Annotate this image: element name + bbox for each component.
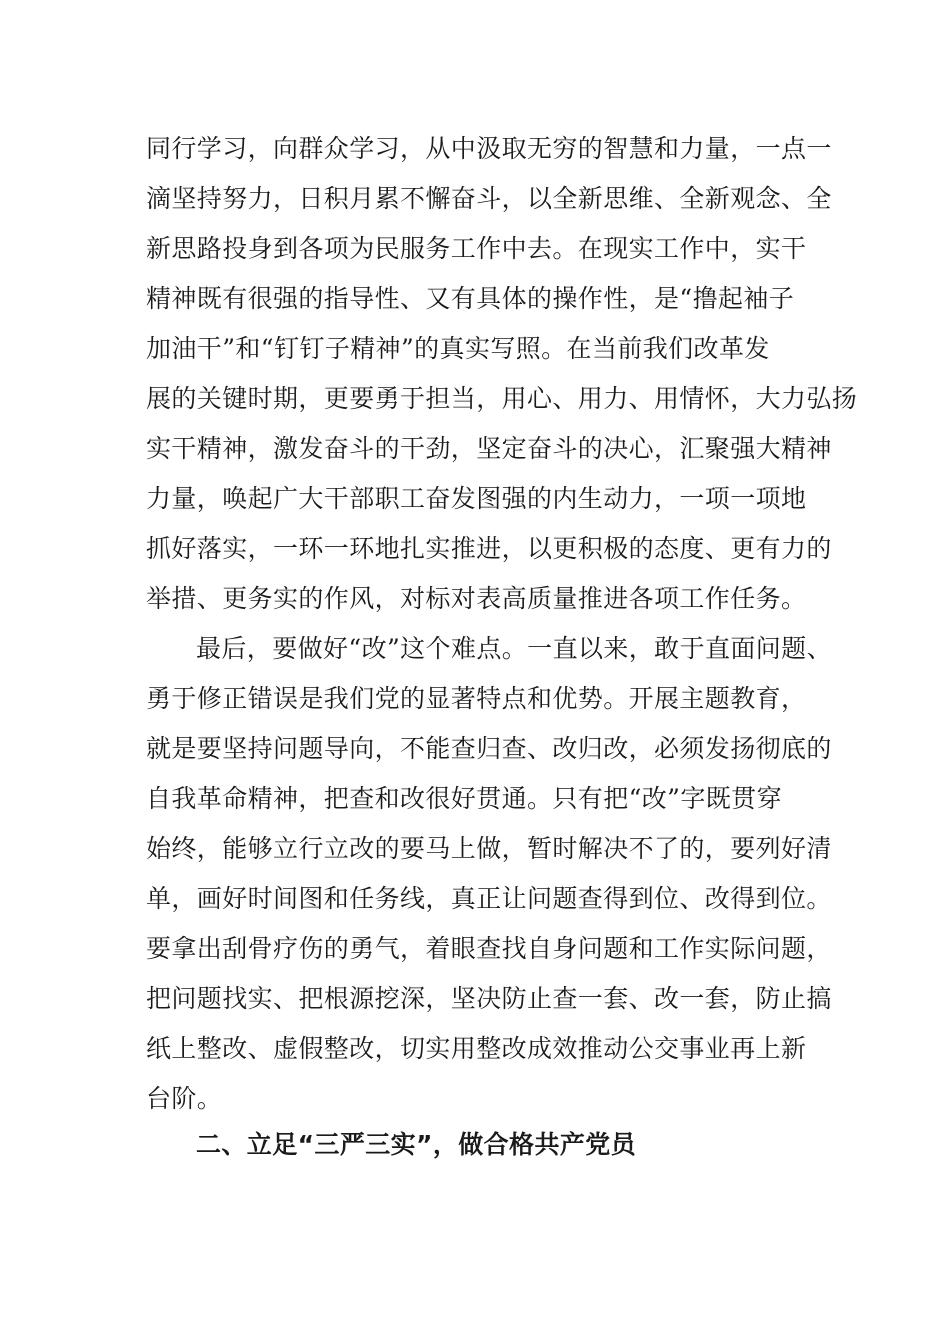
paragraph-line-11: 最后，要做好“改”这个难点。一直以来，敢于直面问题、 [196, 634, 832, 663]
paragraph-line-1: 同行学习，向群众学习，从中汲取无穷的智慧和力量，一点一 [146, 134, 832, 163]
paragraph-line-10: 举措、更务实的作风，对标对表高质量推进各项工作任务。 [146, 584, 807, 613]
paragraph-line-15: 始终，能够立行立改的要马上做，暂时解决不了的，要列好清 [146, 834, 832, 863]
paragraph-line-7: 实干精神，激发奋斗的干劲，坚定奋斗的决心，汇聚强大精神 [146, 434, 832, 463]
paragraph-line-20: 台阶。 [146, 1084, 223, 1113]
paragraph-line-13: 就是要坚持问题导向，不能查归查、改归改，必须发扬彻底的 [146, 734, 832, 763]
paragraph-line-14: 自我革命精神，把查和改很好贯通。只有把“改”字既贯穿 [146, 784, 782, 813]
section-heading: 二、立足“三严三实”，做合格共产党员 [196, 1130, 637, 1159]
paragraph-line-12: 勇于修正错误是我们党的显著特点和优势。开展主题教育， [146, 684, 807, 713]
paragraph-line-16: 单，画好时间图和任务线，真正让问题查得到位、改得到位。 [146, 884, 832, 913]
paragraph-line-2: 滴坚持努力，日积月累不懈奋斗，以全新思维、全新观念、全 [146, 184, 832, 213]
paragraph-line-3: 新思路投身到各项为民服务工作中去。在现实工作中，实干 [146, 234, 807, 263]
paragraph-line-6: 展的关键时期，更要勇于担当，用心、用力、用情怀，大力弘扬 [146, 384, 858, 413]
paragraph-line-9: 抓好落实，一环一环地扎实推进，以更积极的态度、更有力的 [146, 534, 832, 563]
paragraph-line-19: 纸上整改、虚假整改，切实用整改成效推动公交事业再上新 [146, 1034, 807, 1063]
paragraph-line-8: 力量，唤起广大干部职工奋发图强的内生动力，一项一项地 [146, 484, 807, 513]
paragraph-line-17: 要拿出刮骨疗伤的勇气，着眼查找自身问题和工作实际问题， [146, 934, 832, 963]
paragraph-line-4: 精神既有很强的指导性、又有具体的操作性，是“撸起袖子 [146, 284, 795, 313]
paragraph-line-5: 加油干”和“钉钉子精神”的真实写照。在当前我们改革发 [146, 334, 770, 363]
paragraph-line-18: 把问题找实、把根源挖深，坚决防止查一套、改一套，防止搞 [146, 984, 832, 1013]
